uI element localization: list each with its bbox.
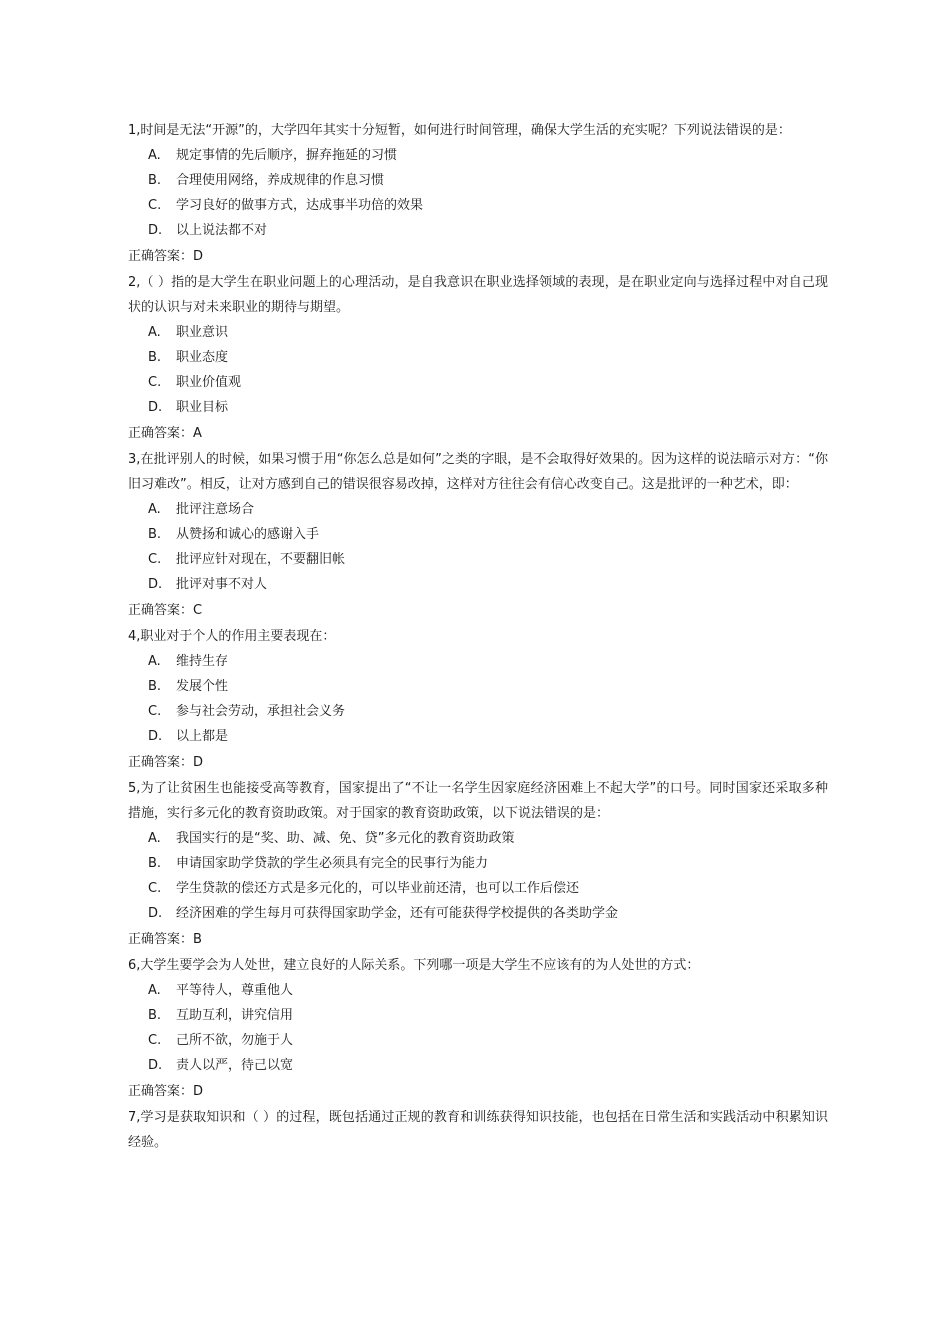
option-item [128,143,828,168]
option-item [128,193,828,218]
option-text: 经济困难的学生每月可获得国家助学金，还有可能获得学校提供的各类助学金 [176,906,619,921]
option-item [128,674,828,699]
option-list [128,320,828,420]
option-text: 我国实行的是“奖、助、减、免、贷”多元化的教育资助政策 [176,831,515,846]
option-letter: A. [148,654,161,669]
option-letter: B. [148,527,162,542]
answer-label: 正确答案： [128,603,194,618]
option-letter: B. [148,1008,162,1023]
option-item [128,345,828,370]
option-letter: D. [148,400,163,415]
correct-answer [128,244,828,270]
question-block [128,1105,828,1155]
option-letter: D. [148,577,163,592]
answer-value: C [193,603,203,618]
option-text: 以上说法都不对 [176,223,268,238]
option-letter: D. [148,906,163,921]
option-item [128,522,828,547]
option-letter: C. [148,704,162,719]
answer-value: D [193,755,204,770]
option-text: 以上都是 [176,729,229,744]
option-letter: B. [148,350,162,365]
option-letter: A. [148,325,161,340]
option-text: 批评应针对现在，不要翻旧帐 [176,552,346,567]
option-letter: B. [148,173,162,188]
option-item [128,1028,828,1053]
option-list [128,143,828,243]
question-stem: 3,在批评别人的时候，如果习惯于用“你怎么总是如何”之类的字眼，是不会取得好效果的。因为这样的说法暗示对方：“你旧习难改”。相反，让对方感到自己的错误很容易改掉，这样对方往往会有信心改变自己。这是批评的一种艺术，即： [128,452,828,492]
correct-answer [128,421,828,447]
option-item [128,1053,828,1078]
correct-answer [128,750,828,776]
question-stem: 7,学习是获取知识和（ ）的过程，既包括通过正规的教育和训练获得知识技能，也包括在日常生活和实践活动中积累知识经验。 [128,1110,828,1150]
question-stem: 6,大学生要学会为人处世，建立良好的人际关系。下列哪一项是大学生不应该有的为人处世的方式： [128,958,700,973]
answer-value: A [193,426,202,441]
option-text: 参与社会劳动，承担社会义务 [176,704,346,719]
option-letter: C. [148,552,162,567]
question-block [128,118,828,270]
option-list [128,826,828,926]
option-letter: A. [148,502,161,517]
option-text: 己所不欲，勿施于人 [176,1033,294,1048]
option-text: 批评注意场合 [176,502,255,517]
option-item [128,876,828,901]
option-item [128,218,828,243]
question-stem: 1,时间是无法“开源”的，大学四年其实十分短暂，如何进行时间管理，确保大学生活的充实呢？下列说法错误的是： [128,123,791,138]
answer-value: D [193,1084,204,1099]
option-text: 职业意识 [176,325,229,340]
option-text: 平等待人，尊重他人 [176,983,294,998]
option-text: 规定事情的先后顺序，摒弃拖延的习惯 [176,148,398,163]
option-item [128,851,828,876]
option-list [128,649,828,749]
option-letter: C. [148,198,162,213]
option-letter: B. [148,856,162,871]
option-text: 从赞扬和诚心的感谢入手 [176,527,320,542]
option-text: 互助互利，讲究信用 [176,1008,294,1023]
question-block [128,447,828,624]
correct-answer [128,1079,828,1105]
option-item [128,395,828,420]
answer-value: B [193,932,202,947]
answer-label: 正确答案： [128,755,194,770]
answer-label: 正确答案： [128,249,194,264]
option-text: 职业价值观 [176,375,242,390]
option-item [128,978,828,1003]
option-item [128,168,828,193]
option-letter: C. [148,375,162,390]
option-item [128,547,828,572]
option-item [128,901,828,926]
question-stem: 4,职业对于个人的作用主要表现在： [128,629,336,644]
question-list [128,118,828,1155]
answer-label: 正确答案： [128,426,194,441]
option-item [128,826,828,851]
correct-answer [128,598,828,624]
option-list [128,978,828,1078]
question-block [128,776,828,953]
question-block [128,953,828,1105]
option-text: 职业目标 [176,400,229,415]
option-letter: B. [148,679,162,694]
option-item [128,572,828,597]
option-text: 批评对事不对人 [176,577,268,592]
answer-value: D [193,249,204,264]
option-letter: C. [148,1033,162,1048]
option-letter: D. [148,729,163,744]
question-stem: 2,（ ）指的是大学生在职业问题上的心理活动，是自我意识在职业选择领域的表现，是在职业定向与选择过程中对自己现状的认识与对未来职业的期待与期望。 [128,275,828,315]
option-letter: A. [148,983,161,998]
option-letter: A. [148,148,161,163]
option-letter: D. [148,223,163,238]
option-item [128,649,828,674]
option-item [128,320,828,345]
question-block [128,624,828,776]
option-letter: D. [148,1058,163,1073]
question-stem: 5,为了让贫困生也能接受高等教育，国家提出了“不让一名学生因家庭经济困难上不起大学”的口号。同时国家还采取多种措施，实行多元化的教育资助政策。对于国家的教育资助政策，以下说法错误的是： [128,781,828,821]
option-text: 维持生存 [176,654,229,669]
option-text: 发展个性 [176,679,229,694]
option-item [128,724,828,749]
correct-answer [128,927,828,953]
option-letter: A. [148,831,161,846]
option-text: 职业态度 [176,350,229,365]
option-letter: C. [148,881,162,896]
option-item [128,1003,828,1028]
option-item [128,370,828,395]
option-item [128,699,828,724]
question-block [128,270,828,447]
option-text: 责人以严，待己以宽 [176,1058,294,1073]
answer-label: 正确答案： [128,1084,194,1099]
option-text: 学习良好的做事方式，达成事半功倍的效果 [176,198,424,213]
option-text: 申请国家助学贷款的学生必须具有完全的民事行为能力 [176,856,489,871]
option-text: 学生贷款的偿还方式是多元化的，可以毕业前还清，也可以工作后偿还 [176,881,580,896]
option-text: 合理使用网络，养成规律的作息习惯 [176,173,385,188]
option-item [128,497,828,522]
option-list [128,497,828,597]
answer-label: 正确答案： [128,932,194,947]
